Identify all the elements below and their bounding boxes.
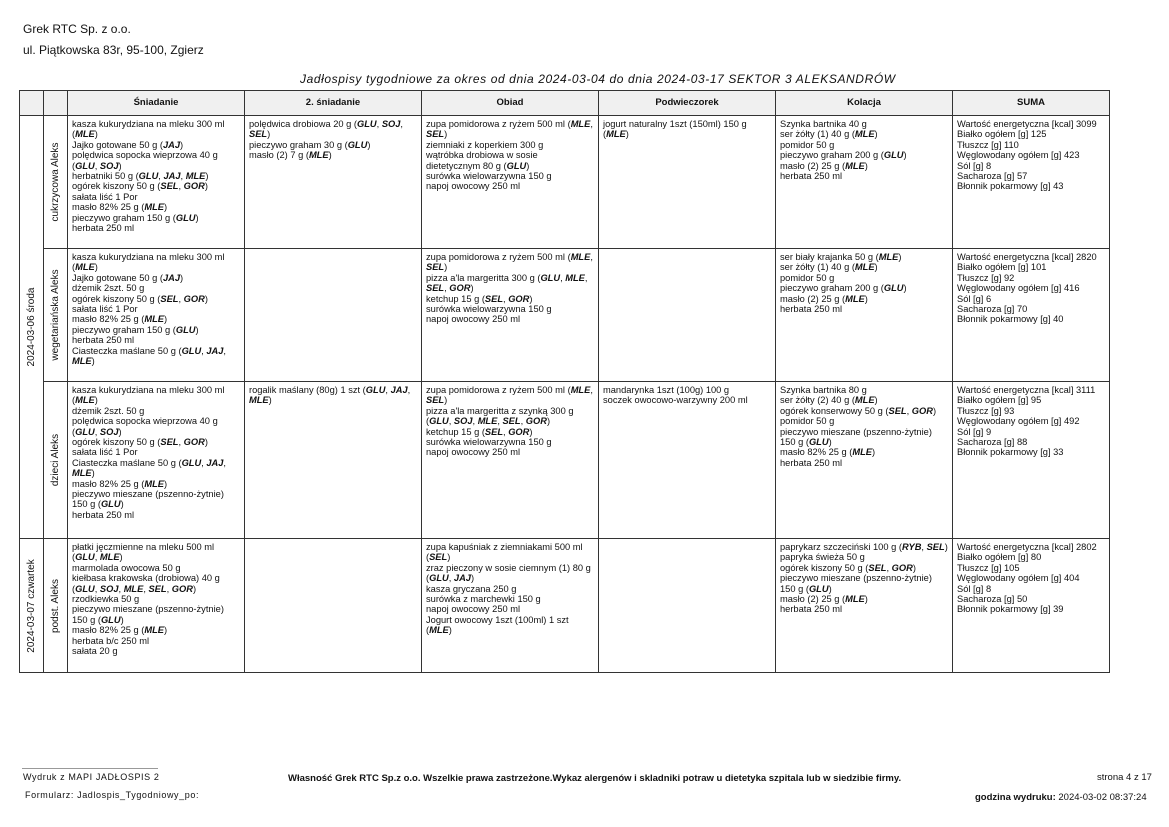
diet-label-text: dzieci Aleks (49, 433, 61, 487)
weekly-menu-table (19, 90, 1110, 673)
day-label-text: 2024-03-07 czwartek (25, 558, 37, 653)
meal-cell-lunch: zupa pomidorowa z ryżem 500 ml (MLE, SEL) pizza a'la margeritta 300 g (GLU, MLE, SEL, GOR) ketchup 15 g (SEL, GOR) surówka wielowarzywna 150 g napoj owocowy 250 ml (422, 249, 599, 382)
footer-divider (22, 768, 158, 769)
meal-cell-afternoon-snack (599, 539, 776, 673)
corner-blank (20, 91, 44, 116)
print-time-value: 2024-03-02 08:37:24 (1058, 792, 1147, 803)
meal-cell-breakfast: kasza kukurydziana na mleku 300 ml (MLE) Jajko gotowane 50 g (JAJ) dżemik 2szt. 50 g ogórek kiszony 50 g (SEL, GOR) sałata liść 1 Por masło 82% 25 g (MLE) pieczywo graham 150 g (GLU) herbata 250 ml Ciasteczka maślane 50 g (GLU, JAJ, MLE) (68, 249, 245, 382)
footer-form-name: Formularz: Jadlospis_Tygodniowy_po: (25, 790, 200, 800)
meal-cell-dinner: paprykarz szczeciński 100 g (RYB, SEL) papryka świeża 50 g ogórek kiszony 50 g (SEL, GOR) pieczywo mieszane (pszenno-żytnie) 150 g (GLU) masło (2) 25 g (MLE) herbata 250 ml (776, 539, 953, 673)
nutrition-summary: Wartość energetyczna [kcal] 3111 Białko ogółem [g] 95 Tłuszcz [g] 93 Węglowodany ogółem [g] 492 Sól [g] 9 Sacharoza [g] 88 Błonnik pokarmowy [g] 33 (953, 382, 1110, 539)
corner-blank (44, 91, 68, 116)
diet-label (44, 116, 68, 249)
meal-cell-dinner: Szynka bartnika 80 g ser żółty (2) 40 g (MLE) ogórek konserwowy 50 g (SEL, GOR) pomidor 50 g pieczywo mieszane (pszenno-żytnie) 150 g (GLU) masło 82% 25 g (MLE) herbata 250 ml (776, 382, 953, 539)
meal-cell-afternoon-snack (599, 249, 776, 382)
col-header-suma: SUMA (953, 91, 1110, 116)
diet-label-text: podst. Aleks (49, 578, 61, 633)
meal-cell-second-breakfast (245, 249, 422, 382)
diet-label (44, 382, 68, 539)
nutrition-summary: Wartość energetyczna [kcal] 3099 Białko ogółem [g] 125 Tłuszcz [g] 110 Węglowodany ogółem [g] 423 Sól [g] 8 Sacharoza [g] 57 Błonnik pokarmowy [g] 43 (953, 116, 1110, 249)
table-row (20, 116, 1110, 249)
table-row (20, 539, 1110, 673)
diet-label-text: cukrzycowa Aleks (49, 142, 61, 222)
table-row (20, 249, 1110, 382)
meal-cell-breakfast: płatki jęczmienne na mleku 500 ml (GLU, MLE) marmolada owocowa 50 g kiełbasa krakowska (drobiowa) 40 g (GLU, SOJ, MLE, SEL, GOR) rzodkiewka 50 g pieczywo mieszane (pszenno-żytnie) 150 g (GLU) masło 82% 25 g (MLE) herbata b/c 250 ml sałata 20 g (68, 539, 245, 673)
meal-cell-second-breakfast (245, 539, 422, 673)
meal-cell-breakfast: kasza kukurydziana na mleku 300 ml (MLE) dżemik 2szt. 50 g polędwica sopocka wieprzowa 40 g (GLU, SOJ) ogórek kiszony 50 g (SEL, GOR) sałata liść 1 Por Ciasteczka maślane 50 g (GLU, JAJ, MLE) masło 82% 25 g (MLE) pieczywo mieszane (pszenno-żytnie) 150 g (GLU) herbata 250 ml (68, 382, 245, 539)
nutrition-summary: Wartość energetyczna [kcal] 2820 Białko ogółem [g] 101 Tłuszcz [g] 92 Węglowodany ogółem [g] 416 Sól [g] 6 Sacharoza [g] 70 Błonnik pokarmowy [g] 40 (953, 249, 1110, 382)
meal-cell-afternoon-snack: mandarynka 1szt (100g) 100 g soczek owocowo-warzywny 200 ml (599, 382, 776, 539)
diet-label (44, 539, 68, 673)
diet-label-text: wegetariańska Aleks (49, 269, 61, 361)
meal-cell-breakfast: kasza kukurydziana na mleku 300 ml (MLE) Jajko gotowane 50 g (JAJ) polędwica sopocka wieprzowa 40 g (GLU, SOJ) herbatniki 50 g (GLU, JAJ, MLE) ogórek kiszony 50 g (SEL, GOR) sałata liść 1 Por masło 82% 25 g (MLE) pieczywo graham 150 g (GLU) herbata 250 ml (68, 116, 245, 249)
meal-cell-lunch: zupa pomidorowa z ryżem 500 ml (MLE, SEL) ziemniaki z koperkiem 300 g wątróbka drobiowa w sosie dietetycznym 80 g (GLU) surówka wielowarzywna 150 g napoj owocowy 250 ml (422, 116, 599, 249)
table-row (20, 382, 1110, 539)
meal-cell-second-breakfast: rogalik maślany (80g) 1 szt (GLU, JAJ, MLE) (245, 382, 422, 539)
col-header-drugie-sniadanie: 2. śniadanie (245, 91, 422, 116)
print-timestamp (975, 792, 1147, 803)
meal-cell-dinner: ser biały krajanka 50 g (MLE) ser żółty (1) 40 g (MLE) pomidor 50 g pieczywo graham 200 g (GLU) masło (2) 25 g (MLE) herbata 250 ml (776, 249, 953, 382)
day-label (20, 539, 44, 673)
page-number: strona 4 z 17 (1097, 772, 1152, 783)
meal-cell-afternoon-snack: jogurt naturalny 1szt (150ml) 150 g (MLE) (599, 116, 776, 249)
company-name: Grek RTC Sp. z o.o. (23, 22, 131, 36)
diet-label (44, 249, 68, 382)
print-time-label: godzina wydruku: (975, 792, 1056, 803)
day-label-text: 2024-03-06 środa (25, 287, 37, 367)
meal-cell-lunch: zupa pomidorowa z ryżem 500 ml (MLE, SEL) pizza a'la margeritta z szynką 300 g (GLU, SOJ, MLE, SEL, GOR) ketchup 15 g (SEL, GOR) surówka wielowarzywna 150 g napoj owocowy 250 ml (422, 382, 599, 539)
footer-ownership-notice: Własność Grek RTC Sp.z o.o. Wszelkie prawa zastrzeżone.Wykaz alergenów i skladniki potraw u dietetyka szpitala lub w siedzibie firmy. (288, 773, 902, 784)
meal-cell-dinner: Szynka bartnika 40 g ser żółty (1) 40 g (MLE) pomidor 50 g pieczywo graham 200 g (GLU) masło (2) 25 g (MLE) herbata 250 ml (776, 116, 953, 249)
col-header-kolacja: Kolacja (776, 91, 953, 116)
meal-cell-lunch: zupa kapuśniak z ziemniakami 500 ml (SEL) zraz pieczony w sosie ciemnym (1) 80 g (GLU, JAJ) kasza gryczana 250 g surówka z marchewki 150 g napoj owocowy 250 ml Jogurt owocowy 1szt (100ml) 1 szt (MLE) (422, 539, 599, 673)
day-label (20, 116, 44, 539)
document-title: Jadłospisy tygodniowe za okres od dnia 2024-03-04 do dnia 2024-03-17 SEKTOR 3 ALEKSANDRÓW (300, 72, 896, 86)
meal-cell-second-breakfast: polędwica drobiowa 20 g (GLU, SOJ, SEL) pieczywo graham 30 g (GLU) masło (2) 7 g (MLE) (245, 116, 422, 249)
company-address: ul. Piątkowska 83r, 95-100, Zgierz (23, 43, 204, 57)
header-row (20, 91, 1110, 116)
col-header-podwieczorek: Podwieczorek (599, 91, 776, 116)
footer-print-source: Wydruk z MAPI JADŁOSPIS 2 (23, 772, 160, 782)
col-header-obiad: Obiad (422, 91, 599, 116)
col-header-sniadanie: Śniadanie (68, 91, 245, 116)
nutrition-summary: Wartość energetyczna [kcal] 2802 Białko ogółem [g] 80 Tłuszcz [g] 105 Węglowodany ogółem [g] 404 Sól [g] 8 Sacharoza [g] 50 Błonnik pokarmowy [g] 39 (953, 539, 1110, 673)
